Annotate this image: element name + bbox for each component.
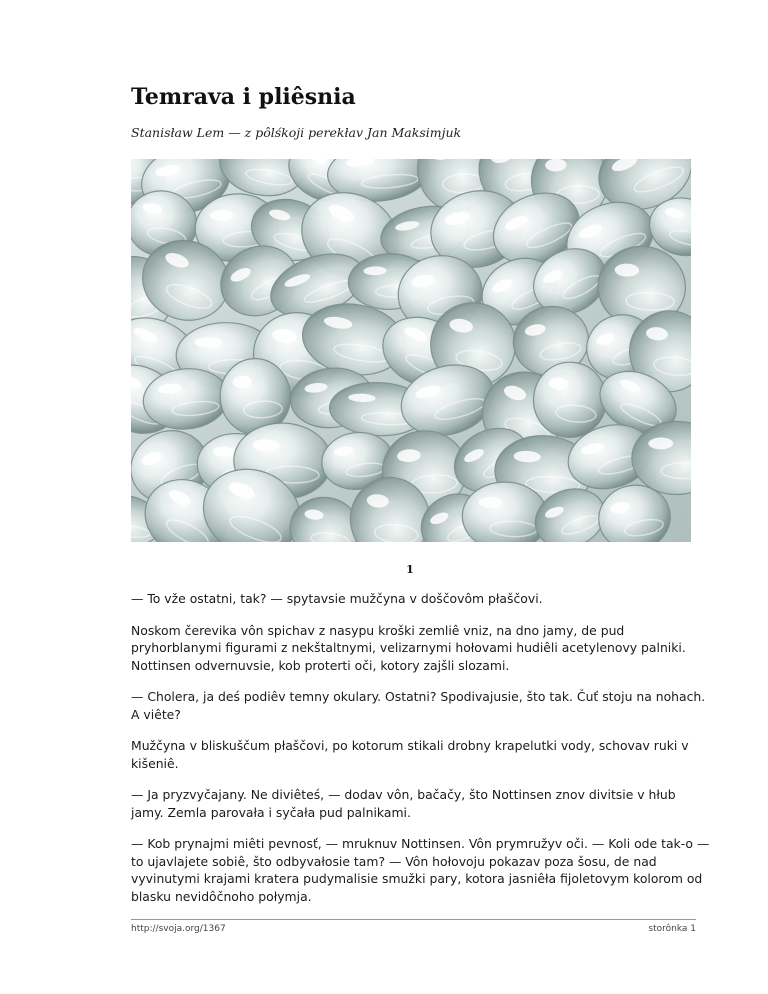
glass-marbles-image (131, 159, 691, 542)
paragraph: — To vže ostatni, tak? — spytavsie mužčyna v doščovôm płaščovi. (131, 591, 543, 606)
footer-divider (131, 919, 696, 920)
footer-url: http://svoja.org/1367 (131, 924, 226, 934)
paragraph: Mužčyna v bliskuščum płaščovi, po kotorum stikali drobny krapelutki vody, schovav ruki v kišeniê. (131, 738, 689, 771)
footer-page-label: storônka 1 (648, 924, 696, 934)
paragraph: — Cholera, ja deś podiêv temny okulary. Ostatni? Spodivajusie, što tak. Čuť stoju na nohach. A viête? (131, 689, 706, 722)
document-subtitle: Stanisław Lem — z pôlśkoji perekłav Jan Maksimjuk (131, 125, 462, 140)
paragraph: — Kob prynajmi miêti pevnosť, — mruknuv Nottinsen. Vôn prymružyv oči. — Koli ode tak-o — to ujavlajete sobiê, što odbyvałosie tam? — Vôn hołovoju pokazav poza šosu, de nad vyvinutymi krajami kratera pudymalisie smužki pary, kotora jasniêła fijoletovym kolorom od blasku nevidôčnoho połymja. (131, 836, 710, 904)
chapter-number: 1 (406, 563, 414, 576)
glass-marbles-photo (131, 159, 691, 542)
document-title: Temrava i pliêsnia (131, 84, 356, 110)
body-text (131, 590, 711, 919)
paragraph: Noskom čerevika vôn spichav z nasypu kroški zemliê vniz, na dno jamy, de pud pryhorblanymi figurami z nekštaltnymi, velizarnymi hołovami hudiêli acetylenovy palniki. Nottinsen odvernuvsie, kob proterti oči, kotory zajšli slozami. (131, 622, 686, 673)
paragraph: — Ja pryzvyčajany. Ne diviêteś, — dodav vôn, bačačy, što Nottinsen znov divitsie v hłub jamy. Zemla parovała i syčała pud palnikami. (131, 787, 676, 820)
